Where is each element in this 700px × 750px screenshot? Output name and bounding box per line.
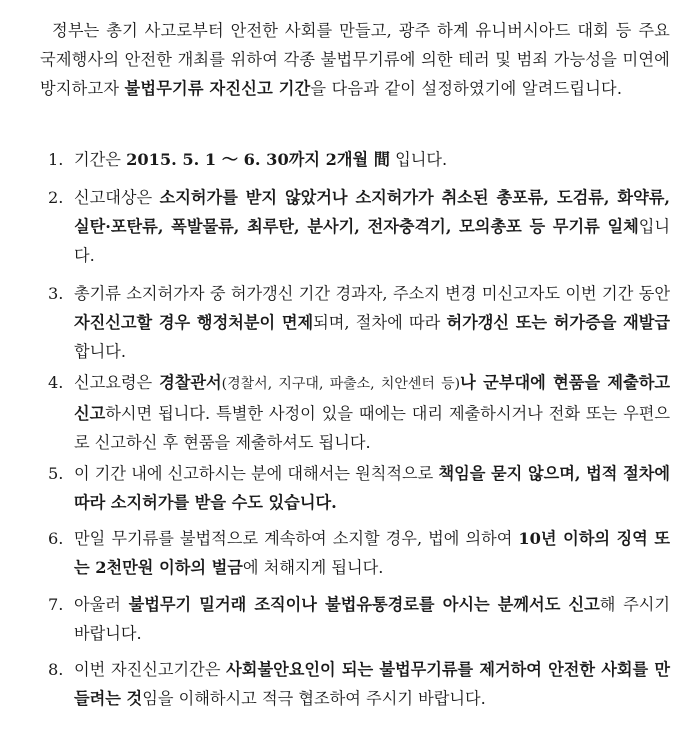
item-text: 이 기간 내에 신고하시는 분에 대해서는 원칙적으로 <box>74 464 439 483</box>
item-body <box>74 145 670 174</box>
notice-item-8 <box>40 655 670 713</box>
notice-item-5 <box>40 459 670 517</box>
item-number: 5. <box>48 464 64 483</box>
item-text: 에 처해지게 됩니다. <box>242 558 384 577</box>
item-body <box>74 524 670 582</box>
intro-highlight: 불법무기류 자진신고 기간 <box>124 79 311 98</box>
item-text: 입니다. <box>74 217 670 265</box>
notice-item-7 <box>40 590 670 648</box>
intro-end: 을 다음과 같이 설정하였기에 알려드립니다. <box>310 79 623 98</box>
item-body <box>74 368 670 457</box>
item-body <box>74 590 670 648</box>
item-text-bold: 10년 이하의 징역 또는 2천만원 이하의 벌금 <box>74 529 670 577</box>
item-text: 신고대상은 <box>74 188 160 207</box>
item-text: 이번 자진신고기간은 <box>74 660 227 679</box>
item-text-bold: 자진신고할 경우 행정처분이 면제 <box>74 313 314 332</box>
item-text: 되며, 절차에 따라 <box>313 313 447 332</box>
item-body <box>74 279 670 366</box>
item-text: 입니다. <box>389 150 448 169</box>
intro-paragraph <box>40 16 670 103</box>
item-number: 1. <box>48 150 64 169</box>
item-number: 8. <box>48 660 64 679</box>
item-text: 하시면 됩니다. 특별한 사정이 있을 때에는 대리 제출하시거나 전화 또는 우편으로 신고하신 후 현품을 제출하셔도 됩니다. <box>74 404 670 452</box>
item-text-bold: 경찰관서 <box>159 373 222 392</box>
item-text-bold: 소지허가를 받지 않았거나 소지허가가 취소된 총포류, 도검류, 화약류, 실탄·포탄류, 폭발물류, 최루탄, 분사기, 전자충격기, 모의총포 등 무기류 일체 <box>74 188 670 236</box>
item-number: 3. <box>48 284 64 303</box>
item-text: 임을 이해하시고 적극 협조하여 주시기 바랍니다. <box>142 689 486 708</box>
item-text: 해 주시기 바랍니다. <box>74 595 671 643</box>
item-text-bold: 책임을 묻지 않으며, 법적 절차에 따라 소지허가를 받을 수도 있습니다. <box>74 464 670 512</box>
item-text-bold: 불법무기 밀거래 조직이나 불법유통경로를 아시는 분께서도 신고 <box>128 595 600 614</box>
item-number: 4. <box>48 373 64 392</box>
intro-text: 정부는 총기 사고로부터 안전한 사회를 만들고, 광주 하계 유니버시아드 대회 등 주요 국제행사의 안전한 개최를 위하여 각종 불법무기류에 의한 테러 및 범죄 가능성을 미연에 방지하고자 <box>40 21 670 98</box>
item-text-bold: 2015. 5. 1 ～ 6. 30까지 2개월 間 <box>126 150 390 169</box>
notice-item-6 <box>40 524 670 582</box>
notice-item-2 <box>40 183 670 270</box>
item-number: 6. <box>48 529 64 548</box>
item-text-small: (경찰서, 지구대, 파출소, 치안센터 등) <box>221 376 461 392</box>
item-number: 2. <box>48 188 64 207</box>
item-body <box>74 183 670 270</box>
item-text-bold: 사회불안요인이 되는 불법무기류를 제거하여 안전한 사회를 만들려는 것 <box>74 660 670 708</box>
notice-item-4 <box>40 368 670 457</box>
item-text-bold: 나 군부대에 현품을 제출하고 신고 <box>74 373 670 423</box>
notice-item-1 <box>40 145 670 174</box>
item-text-bold: 허가갱신 또는 허가증을 재발급 <box>446 313 670 332</box>
item-text: 합니다. <box>74 342 127 361</box>
item-body <box>74 655 670 713</box>
item-text: 아울러 <box>74 595 129 614</box>
item-text: 기간은 <box>74 150 127 169</box>
item-number: 7. <box>48 595 64 614</box>
item-text: 총기류 소지허가자 중 허가갱신 기간 경과자, 주소지 변경 미신고자도 이번 기간 동안 <box>74 284 670 303</box>
notice-item-3 <box>40 279 670 366</box>
item-text: 신고요령은 <box>74 373 160 392</box>
item-text: 만일 무기류를 불법적으로 계속하여 소지할 경우, 법에 의하여 <box>74 529 519 548</box>
item-body <box>74 459 670 517</box>
